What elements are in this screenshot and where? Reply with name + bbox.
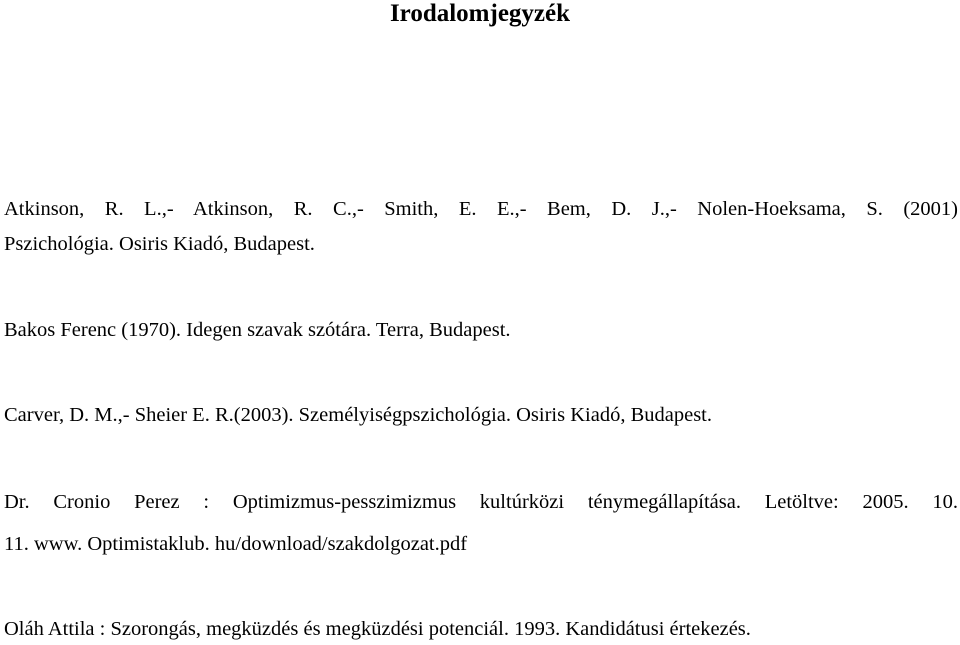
reference-2-line-1: Bakos Ferenc (1970). Idegen szavak szótára. Terra, Budapest. xyxy=(4,319,511,341)
reference-1-line-1: Atkinson, R. L.,- Atkinson, R. C.,- Smith, E. E.,- Bem, D. J.,- Nolen-Hoeksama, S. (2001) xyxy=(4,198,958,220)
reference-3-line-1: Carver, D. M.,- Sheier E. R.(2003). Személyiségpszichológia. Osiris Kiadó, Budapest. xyxy=(4,404,713,426)
reference-4-line-1: Dr. Cronio Perez : Optimizmus-pesszimizmus kultúrközi ténymegállapítása. Letöltve: 2005. 10. xyxy=(4,491,958,513)
page-title: Irodalomjegyzék xyxy=(389,0,571,27)
reference-1-line-2: Pszichológia. Osiris Kiadó, Budapest. xyxy=(4,233,315,255)
reference-5-line-1: Oláh Attila : Szorongás, megküzdés és megküzdési potenciál. 1993. Kandidátusi értekezés. xyxy=(4,618,751,640)
reference-4-line-2: 11. www. Optimistaklub. hu/download/szakdolgozat.pdf xyxy=(4,533,468,555)
